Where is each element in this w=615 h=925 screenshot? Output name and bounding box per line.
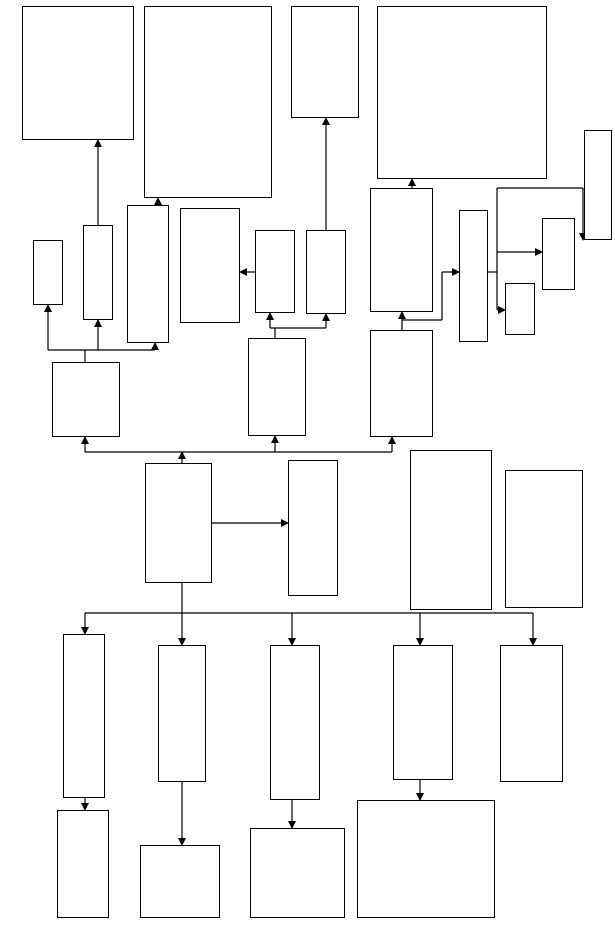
consciousness-box xyxy=(158,645,206,782)
turgor-label xyxy=(33,240,34,304)
color-list-box xyxy=(22,6,134,140)
edema-box xyxy=(306,230,346,314)
lymph-nodes-box xyxy=(393,645,453,780)
position-list-box xyxy=(57,810,109,918)
status-praesens-box xyxy=(145,463,212,583)
state-list-box xyxy=(410,450,492,610)
pathological-list-box xyxy=(144,6,272,198)
muscle-exam-box xyxy=(370,330,433,437)
color-box xyxy=(83,225,113,320)
strong-label xyxy=(584,130,585,239)
diagram-title xyxy=(2,258,26,688)
subcutaneous-exam-box xyxy=(248,338,306,436)
position-box xyxy=(63,634,105,798)
muscle-degree-label xyxy=(459,210,460,341)
medium-box xyxy=(542,218,575,290)
color-label xyxy=(83,225,84,319)
muscle-char-box xyxy=(370,188,433,312)
diagram-title-text xyxy=(0,258,2,688)
edema-list-box xyxy=(291,6,359,118)
lymph-list-box xyxy=(357,800,495,918)
weak-box xyxy=(505,283,535,335)
strong-box xyxy=(584,130,612,240)
bones-joints-box xyxy=(500,645,563,782)
weak-label xyxy=(505,283,506,334)
muscle-char-list-box xyxy=(377,6,547,179)
body-parts-list-box xyxy=(250,828,345,918)
consciousness-list-box xyxy=(140,845,220,918)
subcut-degree-list-box xyxy=(180,208,240,323)
turgor-box xyxy=(33,240,63,305)
body-parts-box xyxy=(270,645,320,800)
pathological-elements-box xyxy=(127,205,169,343)
muscle-degree-box xyxy=(459,210,488,342)
scores-box xyxy=(505,470,583,608)
skin-exam-box xyxy=(52,362,120,437)
medium-label xyxy=(542,218,543,289)
state-assessment-box xyxy=(288,460,338,596)
subcut-degree-box xyxy=(255,230,295,313)
